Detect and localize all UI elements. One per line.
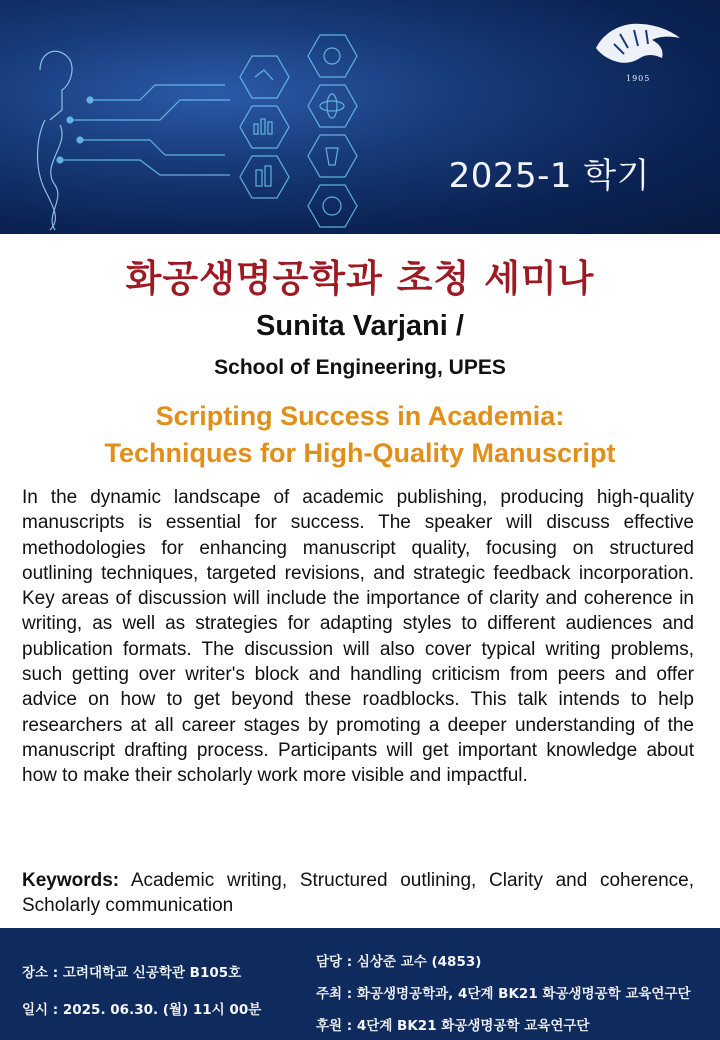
keywords-label: Keywords: <box>22 870 120 891</box>
sponsor: 후원 : 4단계 BK21 화공생명공학 교육연구단 <box>316 1018 590 1034</box>
venue: 장소 : 고려대학교 신공학관 B105호 <box>22 965 242 981</box>
keywords-text: Academic writing, Structured outlining, Clarity and coherence, Scholarly communication <box>22 870 694 917</box>
keywords <box>22 868 694 919</box>
footer-info <box>0 928 720 1040</box>
talk-title <box>0 398 720 472</box>
semester-label: 2025-1 학기 <box>448 156 650 196</box>
speaker-name: Sunita Varjani / <box>256 310 464 342</box>
seminar-title: 화공생명공학과 초청 세미나 <box>125 257 595 300</box>
abstract: In the dynamic landscape of academic publishing, producing high-quality manuscripts is essential for success. The speaker will discuss effective methodologies for enhancing manuscript quality, focusing on structured outlining techniques, targeted revisions, and strategic feedback incorporation. Key areas of discussion will include the importance of clarity and coherence in writing, as well as strategies for adapting styles to different audiences and publication formats. The discussion will also cover typical writing problems, such getting over writer's block and handling criticism from peers and offer advice on how to get beyond these roadblocks. This talk intends to help researchers at all career stages by promoting a deeper understanding of the manuscript drafting process. Participants will get important knowledge about how to make their scholarly work more visible and impactful. <box>22 487 694 787</box>
header-banner <box>0 0 720 234</box>
speaker-affiliation: School of Engineering, UPES <box>214 356 506 379</box>
talk-title-line-2: Techniques for High-Quality Manuscript <box>104 438 616 468</box>
date-time: 일시 : 2025. 06.30. (월) 11시 00분 <box>22 1002 262 1018</box>
tiger-logo <box>590 14 686 74</box>
logo-year: 1905 <box>626 74 651 83</box>
host: 주최 : 화공생명공학과, 4단계 BK21 화공생명공학 교육연구단 <box>316 986 691 1002</box>
talk-title-line-1: Scripting Success in Academia: <box>155 401 565 431</box>
contact-person: 담당 : 심상준 교수 (4853) <box>316 954 482 970</box>
